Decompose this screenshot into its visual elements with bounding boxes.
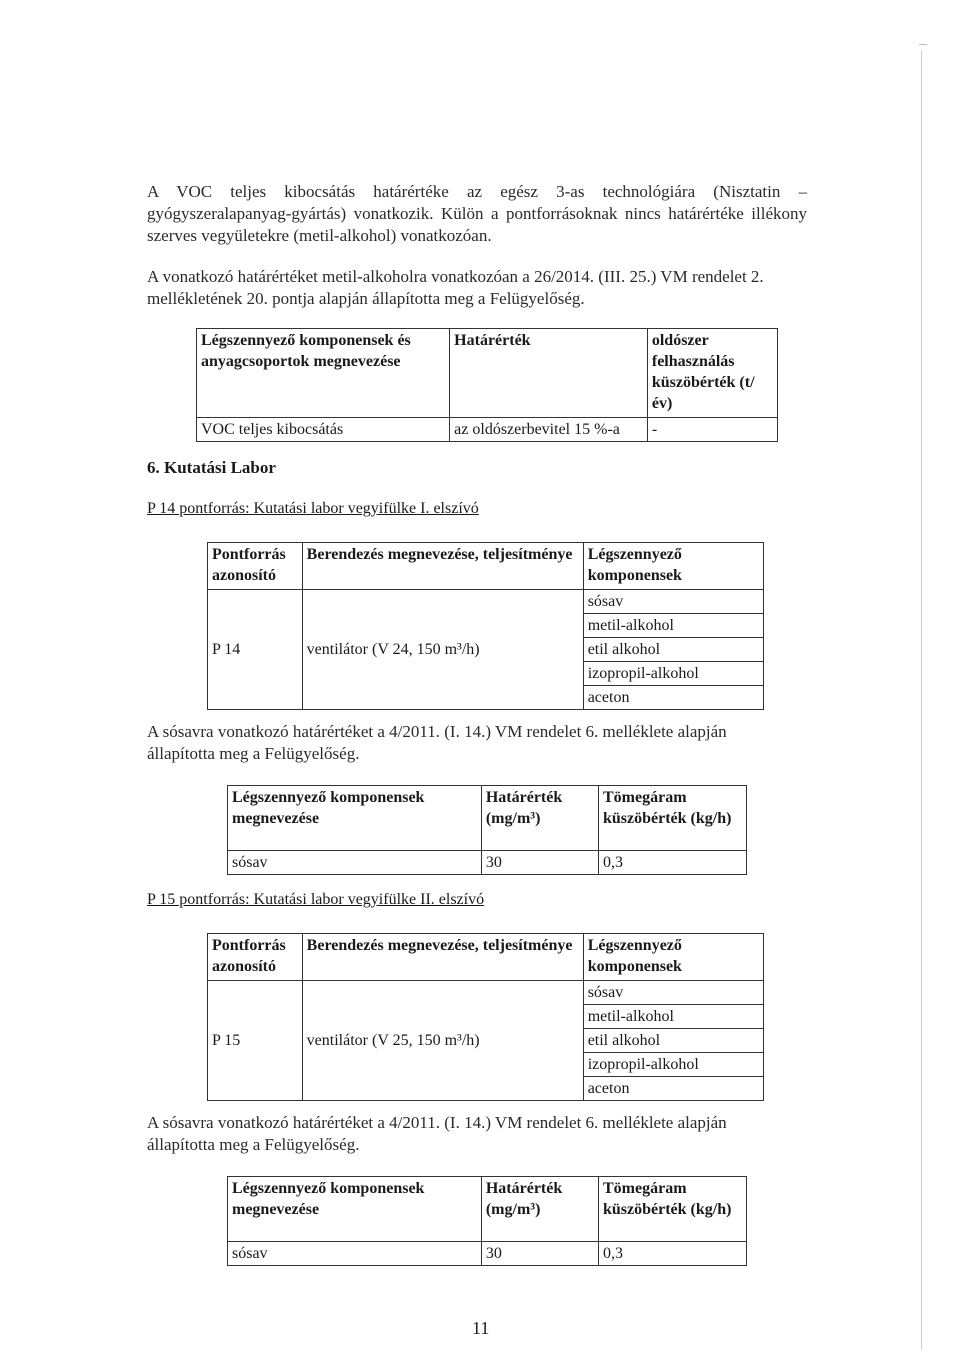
component-cell: etil alkohol — [583, 638, 763, 662]
component-cell: aceton — [583, 1077, 763, 1101]
limit-header-value: Határérték (mg/m³) — [481, 786, 598, 851]
component-cell: sósav — [583, 981, 763, 1005]
limit-header-component: Légszennyező komponensek megnevezése — [228, 786, 482, 851]
limit-cell-value: 30 — [481, 1242, 598, 1266]
header-source-id: Pontforrás azonosító — [208, 543, 303, 590]
voc-header-component: Légszennyező komponensek és anyagcsoportok megnevezése — [197, 329, 450, 418]
limit-table-p14 — [227, 785, 747, 875]
limit-cell-value: 30 — [481, 851, 598, 875]
voc-cell-limit: az oldószerbevitel 15 %-a — [450, 418, 648, 442]
note-p15: A sósavra vonatkozó határértéket a 4/2011. (I. 14.) VM rendelet 6. melléklete alapján állapította meg a Felügyelőség. — [147, 1113, 727, 1154]
component-cell: aceton — [583, 686, 763, 710]
limit-paragraph-line-2: mellékletének 20. pontja alapján állapította meg a Felügyelőség. — [147, 289, 585, 308]
source-table-p14 — [207, 542, 764, 710]
source-table-header — [208, 934, 764, 981]
limit-cell-massflow: 0,3 — [599, 1242, 747, 1266]
scan-edge-line — [921, 50, 922, 1350]
voc-header-threshold: oldószer felhasználás küszöbérték (t/év) — [647, 329, 777, 418]
intro-paragraph: A VOC teljes kibocsátás határértéke az egész 3-as technológiára (Nisztatin – gyógyszeralapanyag-gyártás) vonatkozik. Külön a pontforrásoknak nincs határértéke illékony szerves vegyületekre (metil-alkohol) vonatkozóan. — [147, 182, 807, 245]
header-equipment: Berendezés megnevezése, teljesítménye — [302, 543, 583, 590]
limit-cell-component: sósav — [228, 1242, 482, 1266]
limit-cell-component: sósav — [228, 851, 482, 875]
voc-header-limit: Határérték — [450, 329, 648, 418]
section-heading: 6. Kutatási Labor — [147, 458, 276, 477]
header-components: Légszennyező komponensek — [583, 934, 763, 981]
note-p14: A sósavra vonatkozó határértéket a 4/2011. (I. 14.) VM rendelet 6. melléklete alapján állapította meg a Felügyelőség. — [147, 722, 727, 763]
voc-table-row — [197, 418, 778, 442]
header-components: Légszennyező komponensek — [583, 543, 763, 590]
limit-header-massflow: Tömegáram küszöbérték (kg/h) — [599, 1177, 747, 1242]
source-title-p15: P 15 pontforrás: Kutatási labor vegyifülke II. elszívó — [147, 891, 485, 908]
source-title-p14: P 14 pontforrás: Kutatási labor vegyifülke I. elszívó — [147, 500, 479, 517]
limit-paragraph — [147, 266, 807, 310]
component-cell: izopropil-alkohol — [583, 1053, 763, 1077]
component-cell: metil-alkohol — [583, 1005, 763, 1029]
source-table-p15 — [207, 933, 764, 1101]
limit-header-component: Légszennyező komponensek megnevezése — [228, 1177, 482, 1242]
limit-header-value: Határérték (mg/m³) — [481, 1177, 598, 1242]
limit-table-p15 — [227, 1176, 747, 1266]
source-id-cell: P 14 — [208, 590, 303, 710]
voc-table — [196, 328, 778, 442]
header-source-id: Pontforrás azonosító — [208, 934, 303, 981]
equipment-cell: ventilátor (V 25, 150 m³/h) — [302, 981, 583, 1101]
limit-header-massflow: Tömegáram küszöbérték (kg/h) — [599, 786, 747, 851]
equipment-cell: ventilátor (V 24, 150 m³/h) — [302, 590, 583, 710]
component-cell: metil-alkohol — [583, 614, 763, 638]
page-number: 11 — [472, 1318, 490, 1338]
limit-cell-massflow: 0,3 — [599, 851, 747, 875]
voc-table-header — [197, 329, 778, 418]
component-cell: sósav — [583, 590, 763, 614]
header-equipment: Berendezés megnevezése, teljesítménye — [302, 934, 583, 981]
voc-cell-component: VOC teljes kibocsátás — [197, 418, 450, 442]
scan-edge-tick — [919, 44, 927, 45]
limit-paragraph-line-1: A vonatkozó határértéket metil-alkoholra vonatkozóan a 26/2014. (III. 25.) VM rendelet 2. — [147, 267, 764, 286]
source-id-cell: P 15 — [208, 981, 303, 1101]
component-cell: etil alkohol — [583, 1029, 763, 1053]
source-table-header — [208, 543, 764, 590]
component-cell: izopropil-alkohol — [583, 662, 763, 686]
voc-cell-threshold: - — [647, 418, 777, 442]
